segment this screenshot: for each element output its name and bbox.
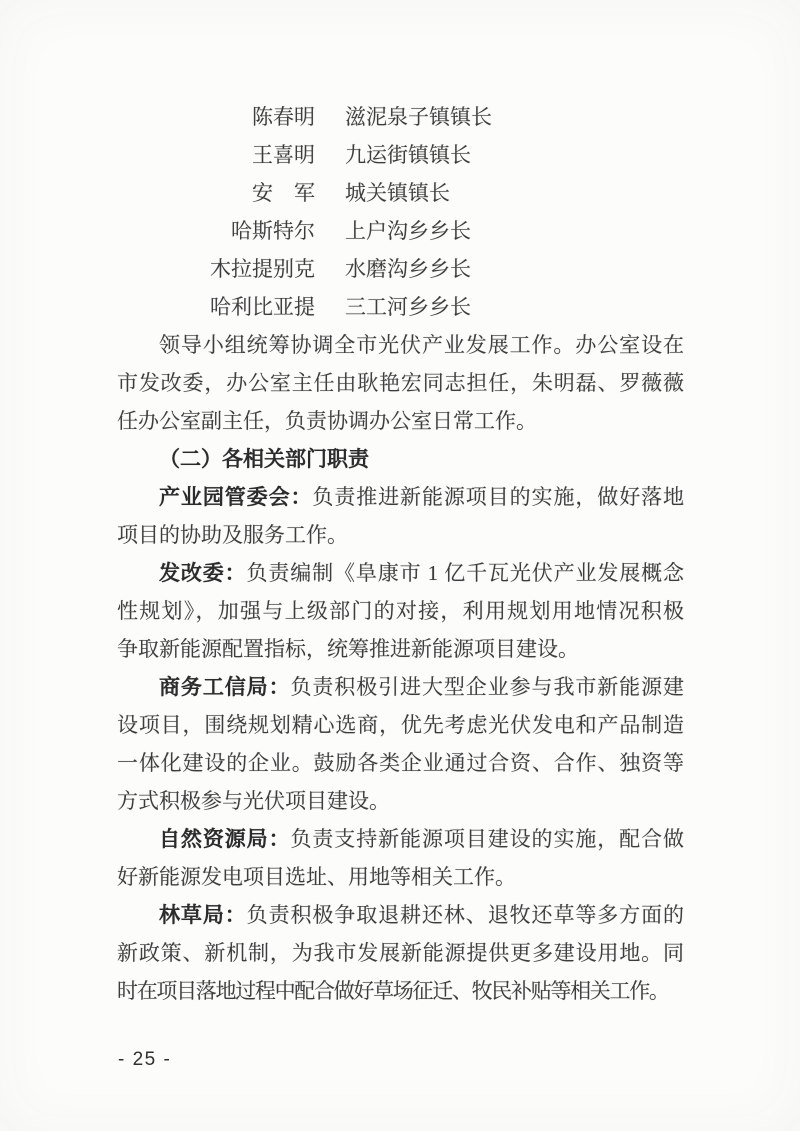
roster-name: 哈利比亚提 bbox=[210, 295, 315, 319]
paragraph-line: 一体化建设的企业。鼓励各类企业通过合资、合作、独资等 bbox=[117, 751, 684, 775]
section-lead: 商务工信局： bbox=[159, 675, 291, 699]
roster-name: 木拉提别克 bbox=[210, 257, 315, 281]
section-lead: 发改委： bbox=[159, 561, 247, 585]
section-lead: 林草局： bbox=[159, 903, 247, 927]
paragraph-line: 新政策、新机制，为我市发展新能源提供更多建设用地。同 bbox=[117, 941, 684, 965]
roster-row bbox=[117, 288, 684, 326]
paragraph-line: 争取新能源配置指标，统筹推进新能源项目建设。 bbox=[117, 637, 579, 661]
paragraph-line: 时在项目落地过程中配合做好草场征迁、牧民补贴等相关工作。 bbox=[117, 979, 669, 1003]
roster-title: 滋泥泉子镇镇长 bbox=[345, 105, 492, 129]
roster-row bbox=[117, 98, 684, 136]
paragraph-line: 好新能源发电项目选址、用地等相关工作。 bbox=[117, 865, 516, 889]
paragraph-line: 商务工信局：负责积极引进大型企业参与我市新能源建 bbox=[159, 675, 685, 699]
roster-title: 水磨沟乡乡长 bbox=[345, 257, 471, 281]
paragraph-line: 林草局：负责积极争取退耕还林、退牧还草等多方面的 bbox=[159, 903, 685, 927]
roster-row bbox=[117, 212, 684, 250]
roster-name: 安 军 bbox=[252, 181, 315, 205]
paragraph-line: 自然资源局：负责支持新能源项目建设的实施，配合做 bbox=[159, 827, 685, 851]
paragraph-line: 市发改委，办公室主任由耿艳宏同志担任，朱明磊、罗薇薇 bbox=[117, 371, 684, 395]
roster-row bbox=[117, 136, 684, 174]
paragraph-line: 项目的协助及服务工作。 bbox=[117, 523, 348, 547]
roster-name: 王喜明 bbox=[252, 143, 315, 167]
section-lead: 自然资源局： bbox=[159, 827, 291, 851]
roster-row bbox=[117, 250, 684, 288]
roster-title: 九运街镇镇长 bbox=[345, 143, 471, 167]
paragraph-line: 性规划》，加强与上级部门的对接，利用规划用地情况积极 bbox=[117, 599, 684, 623]
paragraph-line: 产业园管委会：负责推进新能源项目的实施，做好落地 bbox=[159, 485, 685, 509]
page-number: - 25 - bbox=[118, 1049, 172, 1070]
roster-name: 哈斯特尔 bbox=[231, 219, 315, 243]
paragraph-line: 方式积极参与光伏项目建设。 bbox=[117, 789, 390, 813]
paragraph-line: 设项目，围绕规划精心选商，优先考虑光伏发电和产品制造 bbox=[117, 713, 684, 737]
paragraph-line: 领导小组统筹协调全市光伏产业发展工作。办公室设在 bbox=[159, 333, 684, 357]
section-heading: （二）各相关部门职责 bbox=[159, 447, 369, 471]
section-lead: 产业园管委会： bbox=[159, 485, 313, 509]
paragraph-line: 任办公室副主任，负责协调办公室日常工作。 bbox=[117, 409, 537, 433]
roster-title: 上户沟乡乡长 bbox=[345, 219, 471, 243]
roster-name: 陈春明 bbox=[252, 105, 315, 129]
document-body bbox=[117, 98, 684, 1010]
roster-row bbox=[117, 174, 684, 212]
roster-title: 三工河乡乡长 bbox=[345, 295, 471, 319]
paragraph-line: 发改委：负责编制《阜康市 1 亿千瓦光伏产业发展概念 bbox=[159, 561, 684, 585]
roster-title: 城关镇镇长 bbox=[345, 181, 450, 205]
